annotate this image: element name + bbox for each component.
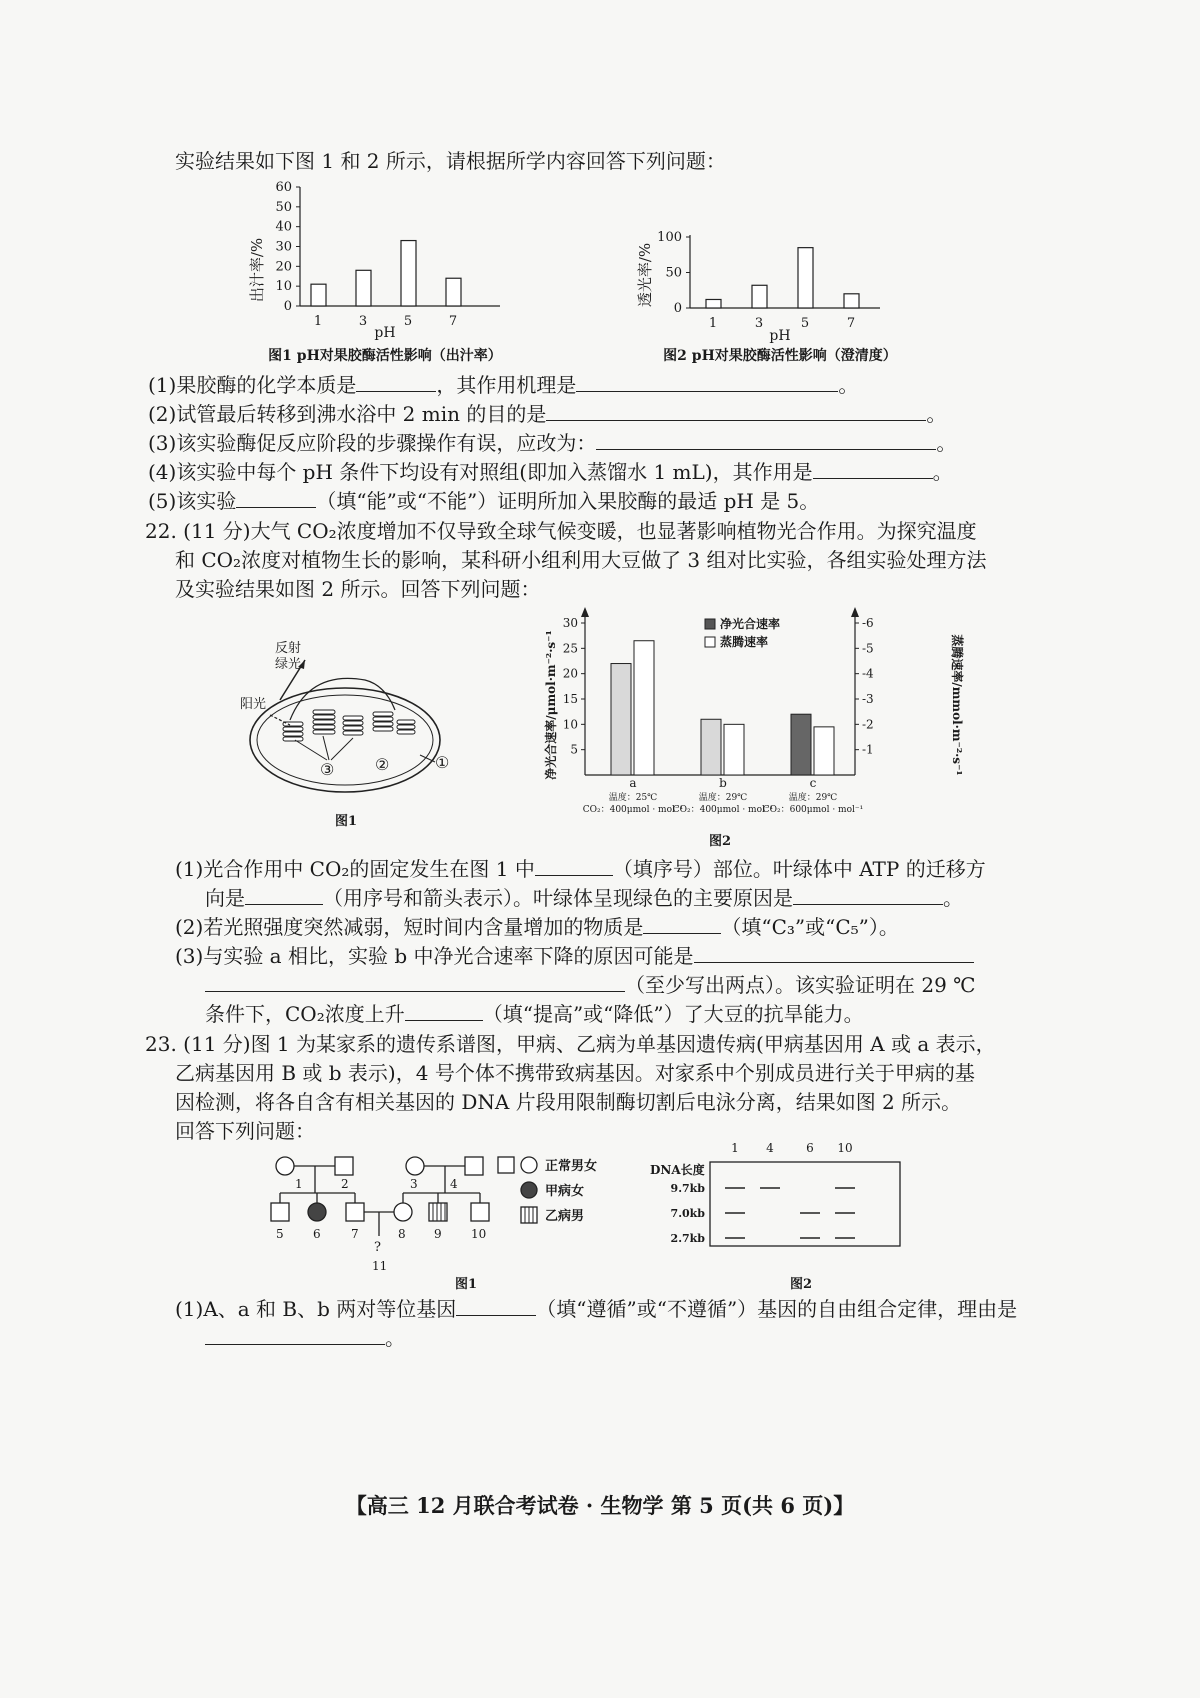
q23-1-text: (1)A、a 和 B、b 两对等位基因: [175, 1297, 457, 1321]
group-temp: 温度：25℃: [608, 793, 658, 803]
legend-normal: 正常男女: [545, 1159, 598, 1174]
q23-1-text-b: （填“遵循”或“不遵循”）基因的自由组合定律，理由是: [536, 1297, 1018, 1321]
group-label: a: [629, 776, 637, 790]
fig2-ylabel: 透光率/%: [636, 242, 654, 308]
fig1-xtick-label: 7: [448, 314, 458, 329]
q22-3-cont2: [205, 1001, 864, 1027]
bar-transpiration: [814, 727, 834, 775]
q21-4-text: (4)该实验中每个 pH 条件下均设有对照组(即加入蒸馏水 1 mL)，其作用是: [148, 460, 813, 484]
fig1-ytick-label: 0: [283, 299, 292, 314]
fig1-xtick-label: 1: [313, 314, 323, 329]
q21-2-text: (2)试管最后转移到沸水浴中 2 min 的目的是: [148, 402, 547, 426]
electrophoresis-gel: [650, 1138, 910, 1292]
pedigree-chart: [255, 1148, 675, 1293]
answer-blank[interactable]: [694, 944, 974, 963]
individual-1: [276, 1157, 294, 1175]
answer-blank[interactable]: [596, 431, 936, 450]
fig1-bar: [356, 270, 371, 306]
group-co2: CO₂：400μmol · mol⁻¹: [582, 805, 684, 815]
fig1-ytick-label: 20: [275, 259, 292, 275]
q21-5: [148, 488, 819, 514]
fig2-xlabel: pH: [769, 328, 791, 344]
ytick-right-label: -3: [862, 692, 874, 706]
answer-blank[interactable]: [245, 886, 323, 905]
answer-blank[interactable]: [576, 373, 838, 392]
q22-3-text-b: （至少写出两点）。该实验证明在 29 ℃: [625, 973, 976, 997]
fig2-xtick-label: 5: [800, 316, 810, 331]
bar-net-photosynthesis: [611, 664, 631, 775]
fig2-bar: [798, 248, 813, 308]
group-label: b: [719, 776, 727, 790]
label-2: ②: [375, 755, 390, 774]
answer-blank[interactable]: [356, 373, 436, 392]
label-green-light: 绿光: [275, 657, 302, 672]
ylabel-left: 净光合速率/μmol·m⁻²·s⁻¹: [544, 630, 558, 780]
answer-blank[interactable]: [205, 973, 625, 992]
label-sunlight: 阳光: [240, 697, 267, 712]
individual-9: [429, 1203, 447, 1221]
q23-1-cont: [205, 1325, 405, 1351]
fig1-bar: [446, 278, 461, 306]
q22-1: [175, 856, 986, 882]
ylabel-right: 蒸腾速率/mmol·m⁻²·s⁻¹: [950, 634, 964, 776]
gel-lane-label: 1: [731, 1141, 739, 1155]
ytick-right-label: -6: [862, 616, 874, 630]
q21-3-text: (3)该实验酶促反应阶段的步骤操作有误，应改为：: [148, 431, 597, 455]
fig2-xtick-label: 3: [754, 316, 764, 331]
gel-lane-label: 10: [837, 1141, 853, 1155]
ytick-left-label: 15: [562, 692, 578, 706]
answer-blank[interactable]: [405, 1002, 483, 1021]
individual-2: [335, 1157, 353, 1175]
fig1-ytick-label: 30: [275, 239, 292, 255]
fig2-bar: [844, 294, 859, 308]
q23-stem-2: 乙病基因用 B 或 b 表示)，4 号个体不携带致病基因。对家系中个别成员进行关于甲病的基: [175, 1061, 975, 1085]
ytick-right-label: -4: [862, 666, 874, 681]
q22-stem-3: 及实验结果如图 2 所示。回答下列问题：: [175, 577, 541, 601]
bar-transpiration: [724, 724, 744, 775]
q23-1-end: 。: [385, 1326, 405, 1350]
fig1-xtick-label: 3: [358, 314, 368, 329]
answer-blank[interactable]: [456, 1297, 536, 1316]
legend-disease-b: 乙病男: [545, 1209, 585, 1224]
pedigree-caption: 图1: [455, 1277, 478, 1292]
q22-3-text-d: （填“提高”或“降低”）了大豆的抗旱能力。: [482, 1002, 864, 1026]
q21-2: [148, 401, 946, 427]
gel-size-label: 2.7kb: [670, 1232, 705, 1245]
q22-3: [175, 943, 974, 969]
fig1-yaxis: [275, 180, 300, 314]
bar-net-photosynthesis: [701, 719, 721, 775]
answer-blank[interactable]: [236, 489, 316, 508]
gel-size-label: 9.7kb: [670, 1182, 705, 1195]
q21-5-text: (5)该实验: [148, 489, 237, 513]
q22-1-text-c: 向是: [205, 886, 245, 910]
gel-title: DNA长度: [650, 1163, 705, 1177]
gel-lane-label: 6: [806, 1141, 814, 1155]
id-9: 9: [434, 1227, 442, 1241]
ytick-left-label: 25: [562, 641, 578, 656]
q22-2-text-b: （填“C₃”或“C₅”）。: [721, 915, 899, 939]
group-co2: CO₂：400μmol · mol⁻¹: [672, 805, 774, 815]
q22-1-text-b: （填序号）部位。叶绿体中 ATP 的迁移方: [612, 857, 986, 881]
group-temp: 温度：29℃: [788, 793, 838, 803]
q21-3-end: 。: [936, 431, 957, 455]
q23-1: [175, 1296, 1017, 1322]
q21-1-text: (1)果胶酶的化学本质是: [148, 373, 357, 397]
q21-4-end: 。: [932, 460, 953, 484]
answer-blank[interactable]: [643, 915, 721, 934]
photosynthesis-chart: [545, 605, 965, 855]
individual-7: [346, 1203, 364, 1221]
legend-trans: 蒸腾速率: [720, 635, 769, 649]
id-10: 10: [471, 1227, 487, 1241]
fig1-caption: 图1 pH对果胶酶活性影响（出汁率）: [268, 348, 502, 364]
q22-3-text: (3)与实验 a 相比，实验 b 中净光合速率下降的原因可能是: [175, 944, 694, 968]
fig2-xtick-label: 1: [708, 316, 718, 331]
group-co2: CO₂：600μmol · mol⁻¹: [762, 805, 864, 815]
q21-1: [148, 372, 858, 398]
id-8: 8: [398, 1227, 406, 1241]
ytick-left-label: 10: [562, 717, 578, 732]
fig1-ytick-label: 10: [275, 279, 292, 295]
fig1-bar: [311, 284, 326, 306]
q23-stem-1: 23. (11 分)图 1 为某家系的遗传系谱图，甲病、乙病为单基因遗传病(甲病基因用 A 或 a 表示，: [145, 1032, 996, 1056]
group-label: c: [809, 776, 817, 790]
q22-stem-1: 22. (11 分)大气 CO₂浓度增加不仅导致全球气候变暖，也显著影响植物光合作用。为探究温度: [145, 519, 977, 543]
q23-stem-4: 回答下列问题：: [175, 1119, 315, 1143]
chloroplast-diagram: [235, 640, 475, 840]
intro-text: 实验结果如下图 1 和 2 所示，请根据所学内容回答下列问题：: [175, 149, 726, 173]
id-7: 7: [351, 1227, 359, 1241]
q22-2: [175, 914, 899, 940]
id-3: 3: [410, 1177, 418, 1191]
fig2-bar: [752, 285, 767, 308]
ytick-right-label: -1: [862, 742, 874, 757]
legend-disease-a: 甲病女: [545, 1184, 585, 1199]
fig2-caption-q22: 图2: [708, 834, 732, 849]
q23-stem-3: 因检测，将各自含有相关基因的 DNA 片段用限制酶切割后电泳分离，结果如图 2 所示。: [175, 1090, 962, 1114]
q22-3-cont: [205, 972, 976, 998]
ytick-right-label: -2: [862, 717, 874, 732]
fig2-xtick-label: 7: [846, 316, 856, 331]
gel-caption: 图2: [790, 1277, 813, 1292]
label-reflect: 反射: [275, 641, 302, 656]
q22-1-end: 。: [943, 886, 963, 910]
bar-transpiration: [634, 641, 654, 775]
fig2-chart: [636, 230, 897, 364]
id-4: 4: [450, 1177, 458, 1191]
fig2-bar: [706, 299, 721, 308]
fig2-ytick-label: 50: [665, 265, 682, 281]
fig1-chart: [248, 180, 502, 364]
group-temp: 温度：29℃: [698, 793, 748, 803]
id-1: 1: [295, 1177, 303, 1191]
fig2-caption: 图2 pH对果胶酶活性影响（澄清度）: [663, 348, 897, 364]
fig1-ytick-label: 40: [275, 219, 292, 235]
unknown-child: ?: [374, 1240, 381, 1255]
fig2-ytick-label: 100: [657, 230, 682, 245]
q21-5-text-b: （填“能”或“不能”）证明所加入果胶酶的最适 pH 是 5。: [316, 489, 820, 513]
q22-1-cont: [205, 885, 963, 911]
id-11: 11: [372, 1259, 388, 1273]
legend-net: 净光合速率: [720, 617, 781, 631]
fig1-bar: [401, 241, 416, 306]
fig1-ytick-label: 50: [275, 199, 292, 215]
individual-8: [394, 1203, 412, 1221]
q21-4: [148, 459, 953, 485]
individual-4: [465, 1157, 483, 1175]
id-2: 2: [341, 1177, 349, 1191]
answer-blank[interactable]: [535, 857, 613, 876]
fig1-ytick-label: 60: [275, 180, 292, 195]
page-footer: 【高三 12 月联合考试卷 · 生物学 第 5 页(共 6 页)】: [345, 1493, 855, 1518]
bar-net-photosynthesis: [791, 714, 811, 775]
ytick-left-label: 5: [570, 742, 578, 757]
q21-1-end: 。: [838, 373, 859, 397]
gel-size-label: 7.0kb: [670, 1207, 705, 1220]
q21-2-end: 。: [926, 402, 947, 426]
individual-10: [471, 1203, 489, 1221]
individual-3: [406, 1157, 424, 1175]
q22-1-text: (1)光合作用中 CO₂的固定发生在图 1 中: [175, 857, 535, 881]
ytick-left-label: 30: [562, 616, 578, 630]
individual-6: [308, 1203, 326, 1221]
fig2-ytick-label: 0: [673, 301, 682, 316]
id-5: 5: [276, 1227, 284, 1241]
label-1: ①: [435, 753, 450, 772]
gel-lane-label: 4: [766, 1141, 774, 1155]
answer-blank[interactable]: [205, 1326, 385, 1345]
q22-3-text-c: 条件下，CO₂浓度上升: [205, 1002, 405, 1026]
fig1-xlabel: pH: [374, 325, 396, 341]
q22-stem-2: 和 CO₂浓度对植物生长的影响，某科研小组利用大豆做了 3 组对比实验，各组实验处理方法: [175, 548, 987, 572]
ytick-right-label: -5: [862, 641, 874, 656]
ytick-left-label: 20: [562, 666, 578, 681]
q21-3: [148, 430, 956, 456]
q22-2-text: (2)若光照强度突然减弱，短时间内含量增加的物质是: [175, 915, 644, 939]
label-3: ③: [320, 760, 335, 779]
individual-5: [271, 1203, 289, 1221]
fig1-xtick-label: 5: [403, 314, 413, 329]
fig1-ylabel: 出汁率/%: [248, 237, 266, 303]
q22-1-text-d: （用序号和箭头表示）。叶绿体呈现绿色的主要原因是: [323, 886, 793, 910]
answer-blank[interactable]: [793, 886, 943, 905]
answer-blank[interactable]: [546, 402, 926, 421]
id-6: 6: [313, 1227, 321, 1241]
answer-blank[interactable]: [813, 460, 933, 479]
fig1-caption-q22: 图1: [335, 814, 358, 829]
q21-1-text-b: ，其作用机理是: [436, 373, 577, 397]
